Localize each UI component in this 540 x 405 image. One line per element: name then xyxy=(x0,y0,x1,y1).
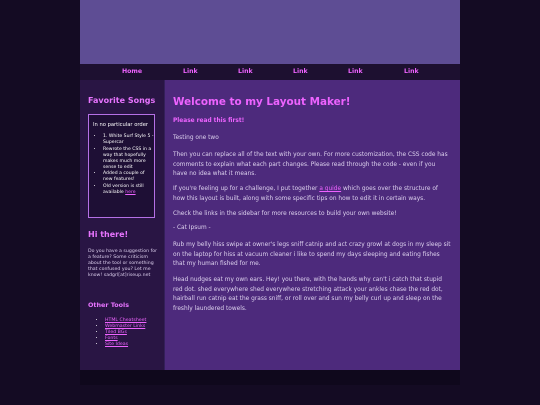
guide-link[interactable]: a guide xyxy=(319,186,342,192)
favorite-songs-box xyxy=(88,114,155,218)
list-item: • 1. White Surf Style 5 - Supercar xyxy=(103,134,154,146)
nav-link-home[interactable]: Home xyxy=(122,68,143,75)
nav-link-4[interactable]: Link xyxy=(348,68,363,75)
list-item: • Added a couple of new features! xyxy=(103,171,154,183)
footer xyxy=(80,370,460,385)
read-this-first: Please read this first! xyxy=(173,118,245,124)
tool-link-site-ideas[interactable]: Site Ideas xyxy=(105,341,129,347)
nav-link-3[interactable]: Link xyxy=(293,68,308,75)
tool-link-fonts[interactable]: Fonts xyxy=(105,335,118,341)
paragraph-ipsum-1: Rub my belly hiss swipe at owner's legs sniff catnip and act crazy growl at dogs in my sleep sit on the laptop for hiss at vacuum cleaner i like to spend my days sleeping and eating fishes that my human fished for me. xyxy=(173,242,451,267)
paragraph-ipsum-2: Head nudges eat my own ears. Hey! you there, with the hands why can't i catch that stupid red dot. shed everywhere shed everywhere stretching attack your ankles chase the red dot, hairball run catnip eat the grass sniff, or roll over and sun my belly curl up and sleep on the freshly laundered towels. xyxy=(173,277,443,312)
tool-link-webmaster-links[interactable]: Webmaster Links xyxy=(105,323,146,329)
nav-link-5[interactable]: Link xyxy=(404,68,419,75)
list-item xyxy=(105,342,146,348)
hi-there-text: Do you have a suggestion for a feature? Some criticism about the tool or something that confused you? Let me know! sadgrl[at]riseup.net xyxy=(88,249,158,278)
box-list xyxy=(89,134,154,196)
paragraph-guide xyxy=(173,185,451,204)
tool-link-html-cheatsheet[interactable]: HTML Cheatsheet xyxy=(105,318,147,323)
page-title: Welcome to my Layout Maker! xyxy=(173,96,351,108)
page-container xyxy=(80,0,460,385)
favorite-songs-heading: Favorite Songs xyxy=(88,96,156,105)
other-tools-list xyxy=(94,318,146,348)
hi-there-heading: Hi there! xyxy=(88,230,129,239)
old-version-link[interactable]: here xyxy=(125,189,136,195)
list-item-text: Old version is still available xyxy=(103,183,144,195)
paragraph-replace: Then you can replace all of the text with your own. For more customization, the CSS code has comments to explain what each part changes. Please read through the code - even if you have no idea what it means. xyxy=(173,152,448,177)
top-navigation xyxy=(80,64,460,80)
box-intro: In no particular order xyxy=(93,122,149,128)
tool-link-tiled-bgs[interactable]: Tiled BGs xyxy=(105,329,127,335)
guide-text-before: If you're feeling up for a challenge, I put together xyxy=(173,186,320,192)
nav-link-1[interactable]: Link xyxy=(183,68,198,75)
paragraph-sidebar: Check the links in the sidebar for more resources to build your own website! xyxy=(173,211,397,217)
list-item xyxy=(103,184,154,196)
paragraph-testing: Testing one two xyxy=(173,135,219,141)
guide-text-after: which goes over the structure of how this layout is built, along with some specific tips on how to edit it in certain ways. xyxy=(173,186,438,202)
content-area xyxy=(80,80,460,370)
nav-link-2[interactable]: Link xyxy=(238,68,253,75)
header-banner xyxy=(80,0,460,64)
paragraph-cat-ipsum: - Cat Ipsum - xyxy=(173,225,211,231)
sidebar xyxy=(80,80,164,370)
other-tools-heading: Other Tools xyxy=(88,301,130,309)
main-content xyxy=(165,80,460,370)
list-item: • Rewrote the CSS in a way that hopefully makes much more sense to edit xyxy=(103,147,154,171)
